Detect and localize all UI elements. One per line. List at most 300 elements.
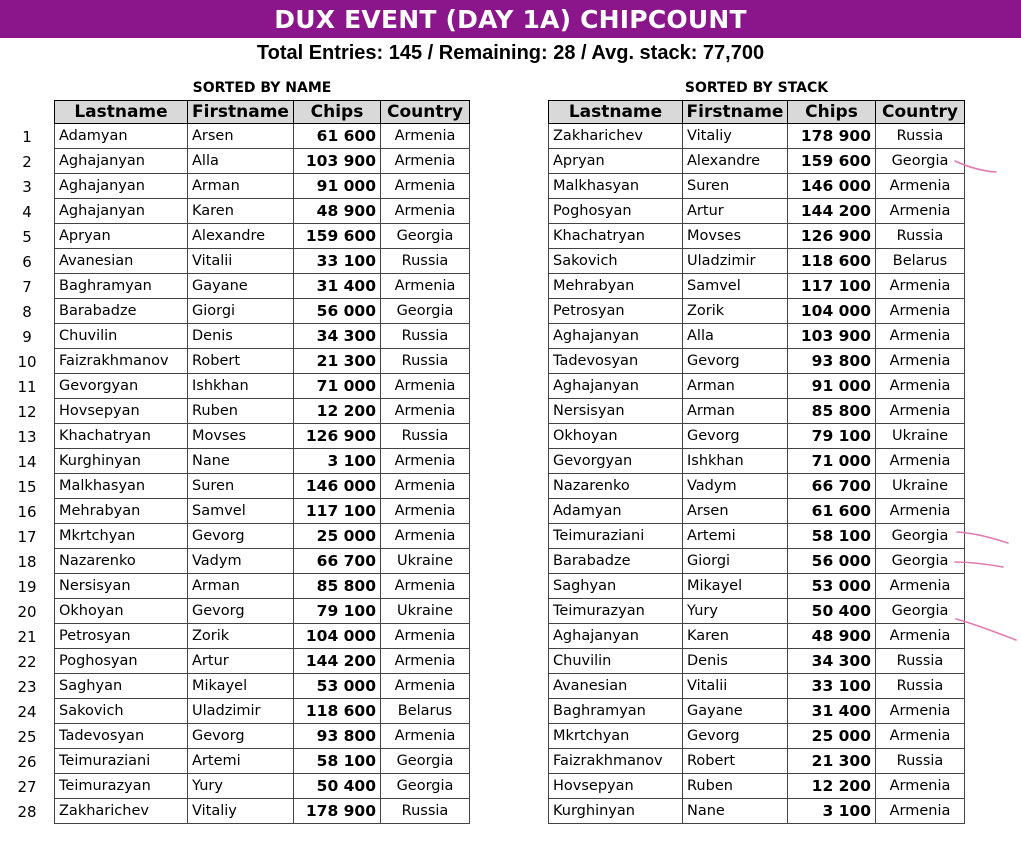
- firstname-cell: Alla: [683, 324, 788, 349]
- firstname-cell: Ruben: [188, 399, 294, 424]
- country-cell: Armenia: [381, 399, 470, 424]
- country-cell: Armenia: [876, 724, 965, 749]
- lastname-cell: Nersisyan: [549, 399, 683, 424]
- table-row: [55, 374, 470, 399]
- firstname-column-header: Firstname: [188, 101, 294, 124]
- by-stack-rows: [549, 124, 965, 824]
- country-cell: Georgia: [876, 524, 965, 549]
- lastname-cell: Hovsepyan: [549, 774, 683, 799]
- chips-cell: 126 900: [294, 424, 381, 449]
- chips-cell: 144 200: [294, 649, 381, 674]
- chips-cell: 93 800: [788, 349, 876, 374]
- firstname-cell: Artur: [683, 199, 788, 224]
- row-number: 13: [17, 428, 37, 446]
- table-row: [55, 749, 470, 774]
- chips-cell: 146 000: [788, 174, 876, 199]
- lastname-cell: Tadevosyan: [55, 724, 188, 749]
- lastname-cell: Teimuraziani: [549, 524, 683, 549]
- chips-cell: 61 600: [788, 499, 876, 524]
- chips-cell: 25 000: [294, 524, 381, 549]
- table-row: [549, 324, 965, 349]
- chips-cell: 56 000: [294, 299, 381, 324]
- chips-cell: 79 100: [788, 424, 876, 449]
- table-row: [55, 774, 470, 799]
- chips-cell: 79 100: [294, 599, 381, 624]
- lastname-cell: Poghosyan: [55, 649, 188, 674]
- chips-cell: 93 800: [294, 724, 381, 749]
- row-number: 24: [17, 703, 37, 721]
- table-row: [55, 149, 470, 174]
- country-cell: Armenia: [381, 274, 470, 299]
- table-row: [55, 174, 470, 199]
- firstname-cell: Robert: [683, 749, 788, 774]
- chips-cell: 144 200: [788, 199, 876, 224]
- table-row: [55, 574, 470, 599]
- row-number: 6: [22, 253, 32, 271]
- lastname-cell: Gevorgyan: [55, 374, 188, 399]
- chips-cell: 117 100: [294, 499, 381, 524]
- country-cell: Armenia: [381, 449, 470, 474]
- row-number: 2: [22, 153, 32, 171]
- lastname-cell: Kurghinyan: [55, 449, 188, 474]
- firstname-cell: Arman: [683, 374, 788, 399]
- firstname-cell: Artemi: [188, 749, 294, 774]
- firstname-cell: Artur: [188, 649, 294, 674]
- row-number: 18: [17, 553, 37, 571]
- table-row: [549, 799, 965, 824]
- country-cell: Armenia: [381, 199, 470, 224]
- country-cell: Armenia: [381, 674, 470, 699]
- chips-cell: 118 600: [294, 699, 381, 724]
- lastname-cell: Malkhasyan: [55, 474, 188, 499]
- lastname-cell: Petrosyan: [55, 624, 188, 649]
- chips-cell: 66 700: [294, 549, 381, 574]
- lastname-cell: Saghyan: [55, 674, 188, 699]
- firstname-cell: Ruben: [683, 774, 788, 799]
- lastname-cell: Sakovich: [55, 699, 188, 724]
- table-header-row: [55, 101, 470, 124]
- firstname-cell: Arman: [188, 574, 294, 599]
- row-number: 19: [17, 578, 37, 596]
- row-number: 21: [17, 628, 37, 646]
- country-cell: Armenia: [381, 474, 470, 499]
- lastname-cell: Chuvilin: [55, 324, 188, 349]
- table-row: [549, 149, 965, 174]
- lastname-cell: Nersisyan: [55, 574, 188, 599]
- table-row: [549, 724, 965, 749]
- country-cell: Russia: [876, 224, 965, 249]
- firstname-cell: Artemi: [683, 524, 788, 549]
- firstname-cell: Karen: [683, 624, 788, 649]
- chips-cell: 56 000: [788, 549, 876, 574]
- firstname-cell: Uladzimir: [188, 699, 294, 724]
- lastname-cell: Aghajanyan: [549, 324, 683, 349]
- row-number: 1: [22, 128, 32, 146]
- firstname-cell: Samvel: [683, 274, 788, 299]
- country-cell: Ukraine: [381, 549, 470, 574]
- chips-cell: 71 000: [788, 449, 876, 474]
- lastname-column-header: Lastname: [549, 101, 683, 124]
- table-row: [55, 424, 470, 449]
- event-title-banner: DUX EVENT (DAY 1A) CHIPCOUNT: [0, 0, 1021, 38]
- country-cell: Russia: [876, 649, 965, 674]
- lastname-cell: Khachatryan: [549, 224, 683, 249]
- sorted-by-stack-caption: SORTED BY STACK: [684, 80, 829, 96]
- firstname-cell: Ishkhan: [683, 449, 788, 474]
- lastname-cell: Nazarenko: [549, 474, 683, 499]
- lastname-cell: Mkrtchyan: [55, 524, 188, 549]
- chips-cell: 50 400: [788, 599, 876, 624]
- country-cell: Georgia: [381, 224, 470, 249]
- firstname-cell: Denis: [683, 649, 788, 674]
- firstname-cell: Nane: [188, 449, 294, 474]
- chips-cell: 33 100: [788, 674, 876, 699]
- chips-cell: 103 900: [788, 324, 876, 349]
- chips-cell: 34 300: [788, 649, 876, 674]
- lastname-cell: Sakovich: [549, 249, 683, 274]
- table-row: [549, 699, 965, 724]
- firstname-cell: Karen: [188, 199, 294, 224]
- row-number: 5: [22, 228, 32, 246]
- country-cell: Ukraine: [876, 424, 965, 449]
- country-cell: Armenia: [876, 799, 965, 824]
- chips-cell: 104 000: [788, 299, 876, 324]
- country-cell: Armenia: [876, 624, 965, 649]
- country-cell: Armenia: [381, 524, 470, 549]
- lastname-cell: Mkrtchyan: [549, 724, 683, 749]
- firstname-cell: Alla: [188, 149, 294, 174]
- country-cell: Georgia: [381, 299, 470, 324]
- row-number: 27: [17, 778, 37, 796]
- country-cell: Armenia: [876, 274, 965, 299]
- table-row: [549, 274, 965, 299]
- chips-cell: 50 400: [294, 774, 381, 799]
- firstname-cell: Robert: [188, 349, 294, 374]
- chips-column-header: Chips: [788, 101, 876, 124]
- lastname-cell: Saghyan: [549, 574, 683, 599]
- chips-cell: 58 100: [294, 749, 381, 774]
- row-number: 17: [17, 528, 37, 546]
- country-cell: Armenia: [381, 574, 470, 599]
- chips-cell: 31 400: [788, 699, 876, 724]
- firstname-cell: Arman: [683, 399, 788, 424]
- table-row: [55, 474, 470, 499]
- row-number: 20: [17, 603, 37, 621]
- firstname-cell: Vadym: [188, 549, 294, 574]
- table-row: [549, 174, 965, 199]
- firstname-column-header: Firstname: [683, 101, 788, 124]
- firstname-cell: Yury: [683, 599, 788, 624]
- table-row: [55, 199, 470, 224]
- firstname-cell: Vadym: [683, 474, 788, 499]
- table-row: [55, 349, 470, 374]
- country-cell: Russia: [876, 124, 965, 149]
- chips-cell: 159 600: [788, 149, 876, 174]
- country-cell: Armenia: [876, 499, 965, 524]
- table-row: [549, 399, 965, 424]
- table-row: [549, 249, 965, 274]
- firstname-cell: Giorgi: [188, 299, 294, 324]
- row-number: 14: [17, 453, 37, 471]
- country-cell: Russia: [381, 424, 470, 449]
- country-cell: Armenia: [876, 574, 965, 599]
- chips-cell: 66 700: [788, 474, 876, 499]
- country-cell: Russia: [381, 799, 470, 824]
- chips-cell: 31 400: [294, 274, 381, 299]
- chips-cell: 53 000: [788, 574, 876, 599]
- table-row: [549, 349, 965, 374]
- chipcount-by-stack-table: [548, 100, 965, 824]
- firstname-cell: Zorik: [683, 299, 788, 324]
- lastname-cell: Kurghinyan: [549, 799, 683, 824]
- table-row: [55, 399, 470, 424]
- firstname-cell: Denis: [188, 324, 294, 349]
- table-row: [549, 774, 965, 799]
- chips-cell: 126 900: [788, 224, 876, 249]
- lastname-cell: Faizrakhmanov: [549, 749, 683, 774]
- country-cell: Armenia: [876, 199, 965, 224]
- lastname-cell: Apryan: [55, 224, 188, 249]
- lastname-cell: Zakharichev: [55, 799, 188, 824]
- table-row: [549, 549, 965, 574]
- chipcount-by-name-table: [54, 100, 470, 824]
- table-row: [55, 324, 470, 349]
- firstname-cell: Arman: [188, 174, 294, 199]
- lastname-cell: Mehrabyan: [549, 274, 683, 299]
- table-row: [549, 199, 965, 224]
- country-cell: Russia: [876, 674, 965, 699]
- chips-cell: 12 200: [788, 774, 876, 799]
- lastname-cell: Petrosyan: [549, 299, 683, 324]
- lastname-cell: Barabadze: [549, 549, 683, 574]
- chips-cell: 91 000: [294, 174, 381, 199]
- firstname-cell: Movses: [188, 424, 294, 449]
- country-cell: Russia: [381, 324, 470, 349]
- row-number: 9: [22, 328, 32, 346]
- country-cell: Belarus: [381, 699, 470, 724]
- chips-cell: 3 100: [294, 449, 381, 474]
- lastname-cell: Hovsepyan: [55, 399, 188, 424]
- row-number: 22: [17, 653, 37, 671]
- table-row: [55, 724, 470, 749]
- table-row: [55, 499, 470, 524]
- table-row: [55, 124, 470, 149]
- table-row: [55, 524, 470, 549]
- lastname-column-header: Lastname: [55, 101, 188, 124]
- row-number: 15: [17, 478, 37, 496]
- country-cell: Armenia: [381, 499, 470, 524]
- country-cell: Armenia: [381, 149, 470, 174]
- chips-cell: 61 600: [294, 124, 381, 149]
- row-number: 7: [22, 278, 32, 296]
- lastname-cell: Avanesian: [55, 249, 188, 274]
- table-row: [549, 449, 965, 474]
- table-row: [549, 624, 965, 649]
- by-name-rows: [55, 124, 470, 824]
- firstname-cell: Gevorg: [188, 724, 294, 749]
- firstname-cell: Gevorg: [683, 424, 788, 449]
- chips-cell: 48 900: [788, 624, 876, 649]
- chips-cell: 117 100: [788, 274, 876, 299]
- firstname-cell: Yury: [188, 774, 294, 799]
- table-row: [549, 749, 965, 774]
- country-cell: Belarus: [876, 249, 965, 274]
- lastname-cell: Gevorgyan: [549, 449, 683, 474]
- lastname-cell: Aghajanyan: [549, 374, 683, 399]
- country-cell: Ukraine: [876, 474, 965, 499]
- lastname-cell: Okhoyan: [55, 599, 188, 624]
- chips-cell: 21 300: [294, 349, 381, 374]
- lastname-cell: Aghajanyan: [55, 174, 188, 199]
- country-cell: Armenia: [876, 174, 965, 199]
- country-cell: Armenia: [876, 399, 965, 424]
- row-number: 12: [17, 403, 37, 421]
- lastname-cell: Adamyan: [55, 124, 188, 149]
- row-number: 28: [17, 803, 37, 821]
- country-column-header: Country: [381, 101, 470, 124]
- chips-cell: 71 000: [294, 374, 381, 399]
- table-row: [549, 674, 965, 699]
- chips-cell: 91 000: [788, 374, 876, 399]
- country-cell: Armenia: [876, 374, 965, 399]
- table-row: [55, 699, 470, 724]
- table-row: [55, 674, 470, 699]
- chips-cell: 53 000: [294, 674, 381, 699]
- lastname-cell: Baghramyan: [549, 699, 683, 724]
- table-row: [55, 599, 470, 624]
- lastname-cell: Mehrabyan: [55, 499, 188, 524]
- row-number: 4: [22, 203, 32, 221]
- chips-cell: 48 900: [294, 199, 381, 224]
- table-row: [549, 599, 965, 624]
- chips-cell: 34 300: [294, 324, 381, 349]
- chips-column-header: Chips: [294, 101, 381, 124]
- chips-cell: 104 000: [294, 624, 381, 649]
- lastname-cell: Malkhasyan: [549, 174, 683, 199]
- country-cell: Armenia: [381, 724, 470, 749]
- table-row: [549, 124, 965, 149]
- firstname-cell: Gayane: [188, 274, 294, 299]
- firstname-cell: Vitalii: [188, 249, 294, 274]
- lastname-cell: Aghajanyan: [55, 199, 188, 224]
- country-cell: Armenia: [876, 324, 965, 349]
- country-cell: Armenia: [381, 649, 470, 674]
- chips-cell: 3 100: [788, 799, 876, 824]
- lastname-cell: Apryan: [549, 149, 683, 174]
- chips-cell: 25 000: [788, 724, 876, 749]
- country-cell: Georgia: [876, 599, 965, 624]
- table-row: [549, 299, 965, 324]
- row-number: 11: [17, 378, 37, 396]
- country-cell: Armenia: [876, 774, 965, 799]
- country-cell: Georgia: [876, 549, 965, 574]
- country-cell: Russia: [876, 749, 965, 774]
- table-row: [549, 474, 965, 499]
- firstname-cell: Arsen: [683, 499, 788, 524]
- firstname-cell: Vitaliy: [188, 799, 294, 824]
- lastname-cell: Adamyan: [549, 499, 683, 524]
- country-cell: Georgia: [381, 774, 470, 799]
- lastname-cell: Faizrakhmanov: [55, 349, 188, 374]
- firstname-cell: Mikayel: [683, 574, 788, 599]
- entries-summary: Total Entries: 145 / Remaining: 28 / Avg. stack: 77,700: [256, 42, 765, 64]
- table-row: [549, 374, 965, 399]
- firstname-cell: Alexandre: [188, 224, 294, 249]
- country-cell: Armenia: [876, 449, 965, 474]
- chips-cell: 33 100: [294, 249, 381, 274]
- chips-cell: 103 900: [294, 149, 381, 174]
- lastname-cell: Khachatryan: [55, 424, 188, 449]
- table-row: [55, 249, 470, 274]
- firstname-cell: Gevorg: [188, 524, 294, 549]
- lastname-cell: Teimurazyan: [549, 599, 683, 624]
- chips-cell: 58 100: [788, 524, 876, 549]
- row-number: 8: [22, 303, 32, 321]
- firstname-cell: Movses: [683, 224, 788, 249]
- firstname-cell: Zorik: [188, 624, 294, 649]
- chips-cell: 146 000: [294, 474, 381, 499]
- firstname-cell: Samvel: [188, 499, 294, 524]
- row-number-column: [10, 125, 44, 825]
- table-row: [549, 524, 965, 549]
- table-row: [55, 549, 470, 574]
- country-cell: Armenia: [876, 299, 965, 324]
- chips-cell: 178 900: [294, 799, 381, 824]
- chips-cell: 85 800: [294, 574, 381, 599]
- table-row: [549, 649, 965, 674]
- country-cell: Georgia: [381, 749, 470, 774]
- firstname-cell: Giorgi: [683, 549, 788, 574]
- country-cell: Russia: [381, 349, 470, 374]
- row-number: 10: [17, 353, 37, 371]
- chips-cell: 21 300: [788, 749, 876, 774]
- firstname-cell: Vitalii: [683, 674, 788, 699]
- lastname-cell: Okhoyan: [549, 424, 683, 449]
- chips-cell: 12 200: [294, 399, 381, 424]
- firstname-cell: Suren: [188, 474, 294, 499]
- lastname-cell: Avanesian: [549, 674, 683, 699]
- country-cell: Armenia: [381, 374, 470, 399]
- lastname-cell: Aghajanyan: [549, 624, 683, 649]
- lastname-cell: Nazarenko: [55, 549, 188, 574]
- firstname-cell: Mikayel: [188, 674, 294, 699]
- table-row: [55, 799, 470, 824]
- firstname-cell: Gevorg: [188, 599, 294, 624]
- country-cell: Armenia: [876, 699, 965, 724]
- country-cell: Armenia: [381, 124, 470, 149]
- firstname-cell: Suren: [683, 174, 788, 199]
- chips-cell: 178 900: [788, 124, 876, 149]
- lastname-cell: Teimuraziani: [55, 749, 188, 774]
- chips-cell: 85 800: [788, 399, 876, 424]
- firstname-cell: Gayane: [683, 699, 788, 724]
- table-row: [549, 224, 965, 249]
- table-row: [55, 649, 470, 674]
- sorted-by-name-caption: SORTED BY NAME: [192, 80, 332, 96]
- firstname-cell: Alexandre: [683, 149, 788, 174]
- table-row: [55, 224, 470, 249]
- country-cell: Russia: [381, 249, 470, 274]
- firstname-cell: Nane: [683, 799, 788, 824]
- lastname-cell: Zakharichev: [549, 124, 683, 149]
- table-row: [55, 274, 470, 299]
- firstname-cell: Uladzimir: [683, 249, 788, 274]
- row-number: 25: [17, 728, 37, 746]
- table-row: [549, 499, 965, 524]
- table-row: [549, 424, 965, 449]
- table-row: [549, 574, 965, 599]
- chips-cell: 118 600: [788, 249, 876, 274]
